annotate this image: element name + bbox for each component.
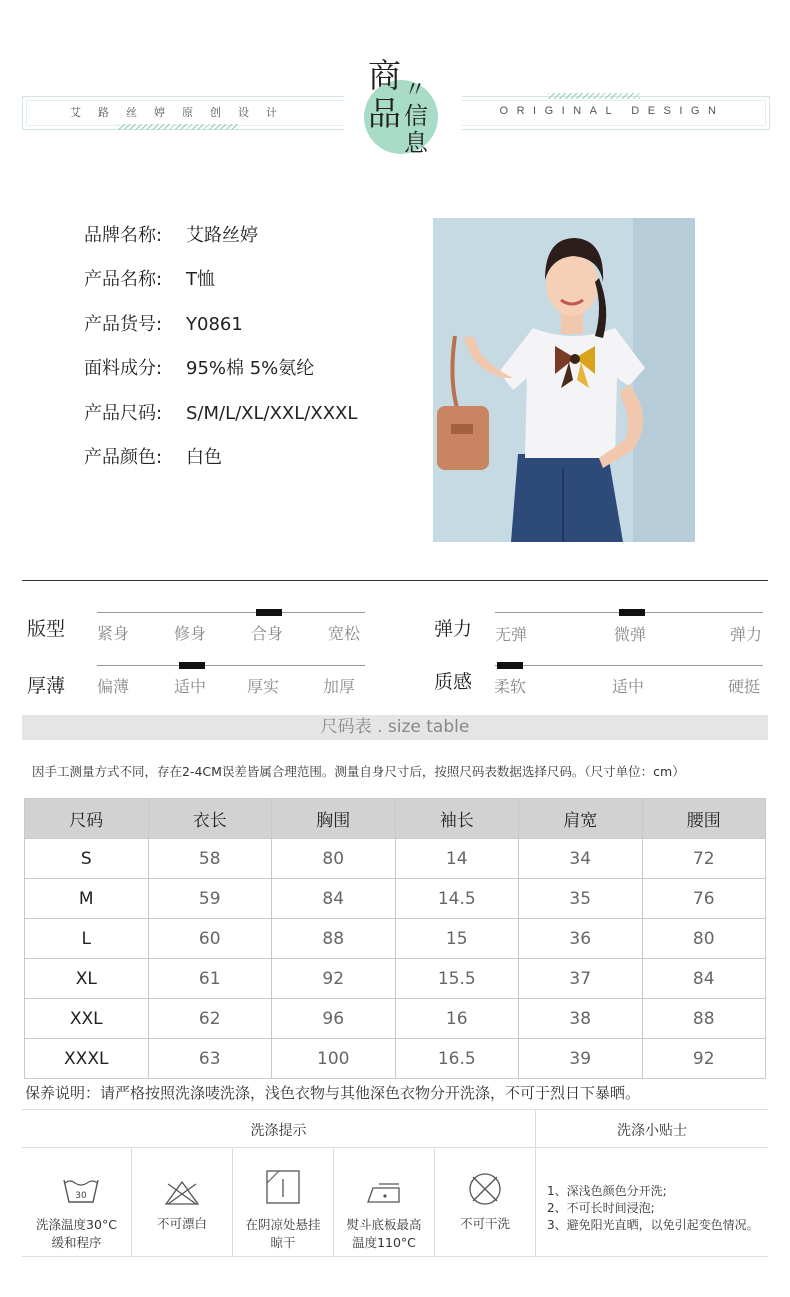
section-divider (22, 580, 768, 581)
model-illustration (433, 218, 695, 542)
wash-caption-line: 温度110°C (352, 1235, 416, 1250)
thickness-option: 厚实 (247, 677, 280, 696)
info-label: 品牌名称: (84, 225, 163, 246)
header-left-text: 艾路丝婷原创设计 (70, 106, 294, 119)
table-cell: 14.5 (395, 879, 519, 919)
table-row (25, 879, 766, 919)
table-row (25, 1039, 766, 1079)
info-sizes (84, 399, 357, 425)
header-right-text: ORIGINAL DESIGN (499, 105, 725, 117)
table-row (25, 999, 766, 1039)
wash-temp-number: 30 (75, 1191, 87, 1201)
elasticity-label: 弹力 (434, 618, 473, 640)
table-cell: L (25, 919, 149, 959)
table-cell: 62 (148, 999, 272, 1039)
fit-label: 版型 (27, 618, 66, 640)
fit-marker (256, 609, 282, 616)
table-cell: XXXL (25, 1039, 149, 1079)
table-header: 胸围 (272, 799, 396, 839)
wash-border-mid (22, 1147, 768, 1148)
wash-tip: 2、不可长时间浸泡; (547, 1201, 655, 1215)
elasticity-option: 弹力 (730, 625, 763, 644)
thickness-label: 厚薄 (27, 675, 66, 697)
texture-track (495, 665, 763, 666)
size-table (24, 798, 766, 1079)
wash-caption-line: 在阴凉处悬挂 (245, 1217, 321, 1232)
info-label: 面料成分: (84, 358, 163, 379)
table-header: 肩宽 (519, 799, 643, 839)
table-cell: 16.5 (395, 1039, 519, 1079)
elasticity-option: 微弹 (614, 625, 647, 644)
texture-label: 质感 (434, 671, 473, 693)
table-cell: 59 (148, 879, 272, 919)
fit-option: 合身 (251, 624, 284, 643)
line-dry-shade-icon (265, 1169, 301, 1205)
header-hatch-left (118, 124, 238, 130)
wash-caption-line: 不可干洗 (459, 1216, 510, 1231)
table-header: 尺码 (25, 799, 149, 839)
header-quote-mark: 〃 (404, 78, 427, 103)
table-cell: 63 (148, 1039, 272, 1079)
info-value: 艾路丝婷 (186, 225, 258, 246)
wash-caption (22, 1216, 131, 1252)
wash-caption-line: 熨斗底板最高 (346, 1217, 422, 1232)
no-bleach-icon (164, 1180, 200, 1206)
info-label: 产品尺码: (84, 403, 163, 424)
wash-caption (435, 1215, 535, 1233)
thickness-track (97, 665, 365, 666)
table-cell: 96 (272, 999, 396, 1039)
info-sku (84, 310, 243, 336)
table-cell: 60 (148, 919, 272, 959)
fit-option: 紧身 (97, 624, 130, 643)
wash-caption (132, 1215, 232, 1233)
texture-option: 硬挺 (728, 677, 761, 696)
table-header: 衣长 (148, 799, 272, 839)
fit-option: 修身 (174, 624, 207, 643)
info-value: T恤 (186, 269, 215, 290)
table-cell: XL (25, 959, 149, 999)
table-cell: 92 (272, 959, 396, 999)
table-cell: 61 (148, 959, 272, 999)
info-color (84, 443, 222, 469)
wash-border-top (22, 1109, 768, 1110)
texture-option: 柔软 (494, 677, 527, 696)
wash-tips (547, 1183, 759, 1234)
wash-icon-cell (334, 1180, 434, 1210)
header-title-char-3: 信 (404, 102, 428, 130)
wash-border-bottom (22, 1256, 768, 1257)
info-label: 产品颜色: (84, 447, 163, 468)
table-row (25, 959, 766, 999)
table-cell: 16 (395, 999, 519, 1039)
wash-title-right: 洗涤小贴士 (617, 1123, 687, 1139)
info-value: S/M/L/XL/XXL/XXXL (186, 403, 358, 424)
iron-icon (365, 1180, 403, 1206)
table-row (25, 919, 766, 959)
info-label: 产品货号: (84, 314, 163, 335)
size-table-band: 尺码表 . size table (22, 715, 768, 740)
size-note: 因手工测量方式不同，存在2-4CM误差皆属合理范围。测量自身尺寸后，按照尺码表数据选择尺码。（尺寸单位：cm） (32, 764, 685, 779)
table-cell: 88 (272, 919, 396, 959)
table-cell: 34 (519, 839, 643, 879)
wash-tip: 1、深浅色颜色分开洗; (547, 1184, 667, 1198)
header-title-char-4: 息 (404, 129, 428, 157)
table-cell: 88 (642, 999, 766, 1039)
thickness-option: 适中 (174, 677, 207, 696)
table-cell: 80 (642, 919, 766, 959)
table-cell: 58 (148, 839, 272, 879)
wash-icon-cell (233, 1169, 333, 1209)
table-cell: 100 (272, 1039, 396, 1079)
info-product (84, 265, 215, 291)
table-cell: 35 (519, 879, 643, 919)
table-cell: 39 (519, 1039, 643, 1079)
elasticity-option: 无弹 (495, 625, 528, 644)
wash-icon-cell (435, 1171, 535, 1211)
table-cell: 15.5 (395, 959, 519, 999)
fit-track (97, 612, 365, 613)
wash-caption (233, 1216, 333, 1252)
care-instructions: 保养说明：请严格按照洗涤唛洗涤，浅色衣物与其他深色衣物分开洗涤，不可于烈日下暴晒。 (25, 1084, 641, 1102)
no-dry-clean-icon (467, 1171, 503, 1207)
info-value: 白色 (186, 447, 222, 468)
texture-option: 适中 (612, 677, 645, 696)
table-cell: 76 (642, 879, 766, 919)
table-cell: S (25, 839, 149, 879)
wash-icon-cell (31, 1176, 131, 1210)
wash-caption-line: 缓和程序 (51, 1235, 102, 1250)
table-cell: 84 (642, 959, 766, 999)
thickness-marker (179, 662, 205, 669)
info-label: 产品名称: (84, 269, 163, 290)
wash-tip: 3、避免阳光直晒，以免引起变色情况。 (547, 1218, 759, 1232)
table-cell: 72 (642, 839, 766, 879)
wash-icon-cell (132, 1180, 232, 1210)
elasticity-marker (619, 609, 645, 616)
product-photo (433, 218, 695, 542)
thickness-option: 加厚 (323, 677, 356, 696)
thickness-option: 偏薄 (97, 677, 130, 696)
table-cell: 92 (642, 1039, 766, 1079)
info-fabric (84, 354, 314, 380)
table-cell: 38 (519, 999, 643, 1039)
info-brand (84, 221, 258, 247)
table-cell: 84 (272, 879, 396, 919)
table-header: 袖长 (395, 799, 519, 839)
table-cell: XXL (25, 999, 149, 1039)
info-value: Y0861 (186, 314, 243, 335)
wash-caption-line: 不可漂白 (156, 1216, 207, 1231)
wash-30-icon (62, 1176, 100, 1206)
table-cell: M (25, 879, 149, 919)
table-cell: 37 (519, 959, 643, 999)
fit-option: 宽松 (328, 624, 361, 643)
table-cell: 14 (395, 839, 519, 879)
wash-caption (334, 1216, 434, 1252)
texture-marker (497, 662, 523, 669)
table-row (25, 839, 766, 879)
table-header-row (25, 799, 766, 839)
wash-caption-line: 洗涤温度30°C (36, 1217, 117, 1232)
table-cell: 80 (272, 839, 396, 879)
header-title-char-1: 商 (368, 56, 401, 95)
table-cell: 36 (519, 919, 643, 959)
wash-title-left: 洗涤提示 (250, 1123, 307, 1139)
table-header: 腰围 (642, 799, 766, 839)
header-hatch-right (548, 93, 640, 99)
wash-caption-line: 晾干 (270, 1235, 296, 1250)
header-title-char-2: 品 (368, 94, 401, 133)
table-cell: 15 (395, 919, 519, 959)
info-value: 95%棉 5%氨纶 (186, 358, 315, 379)
